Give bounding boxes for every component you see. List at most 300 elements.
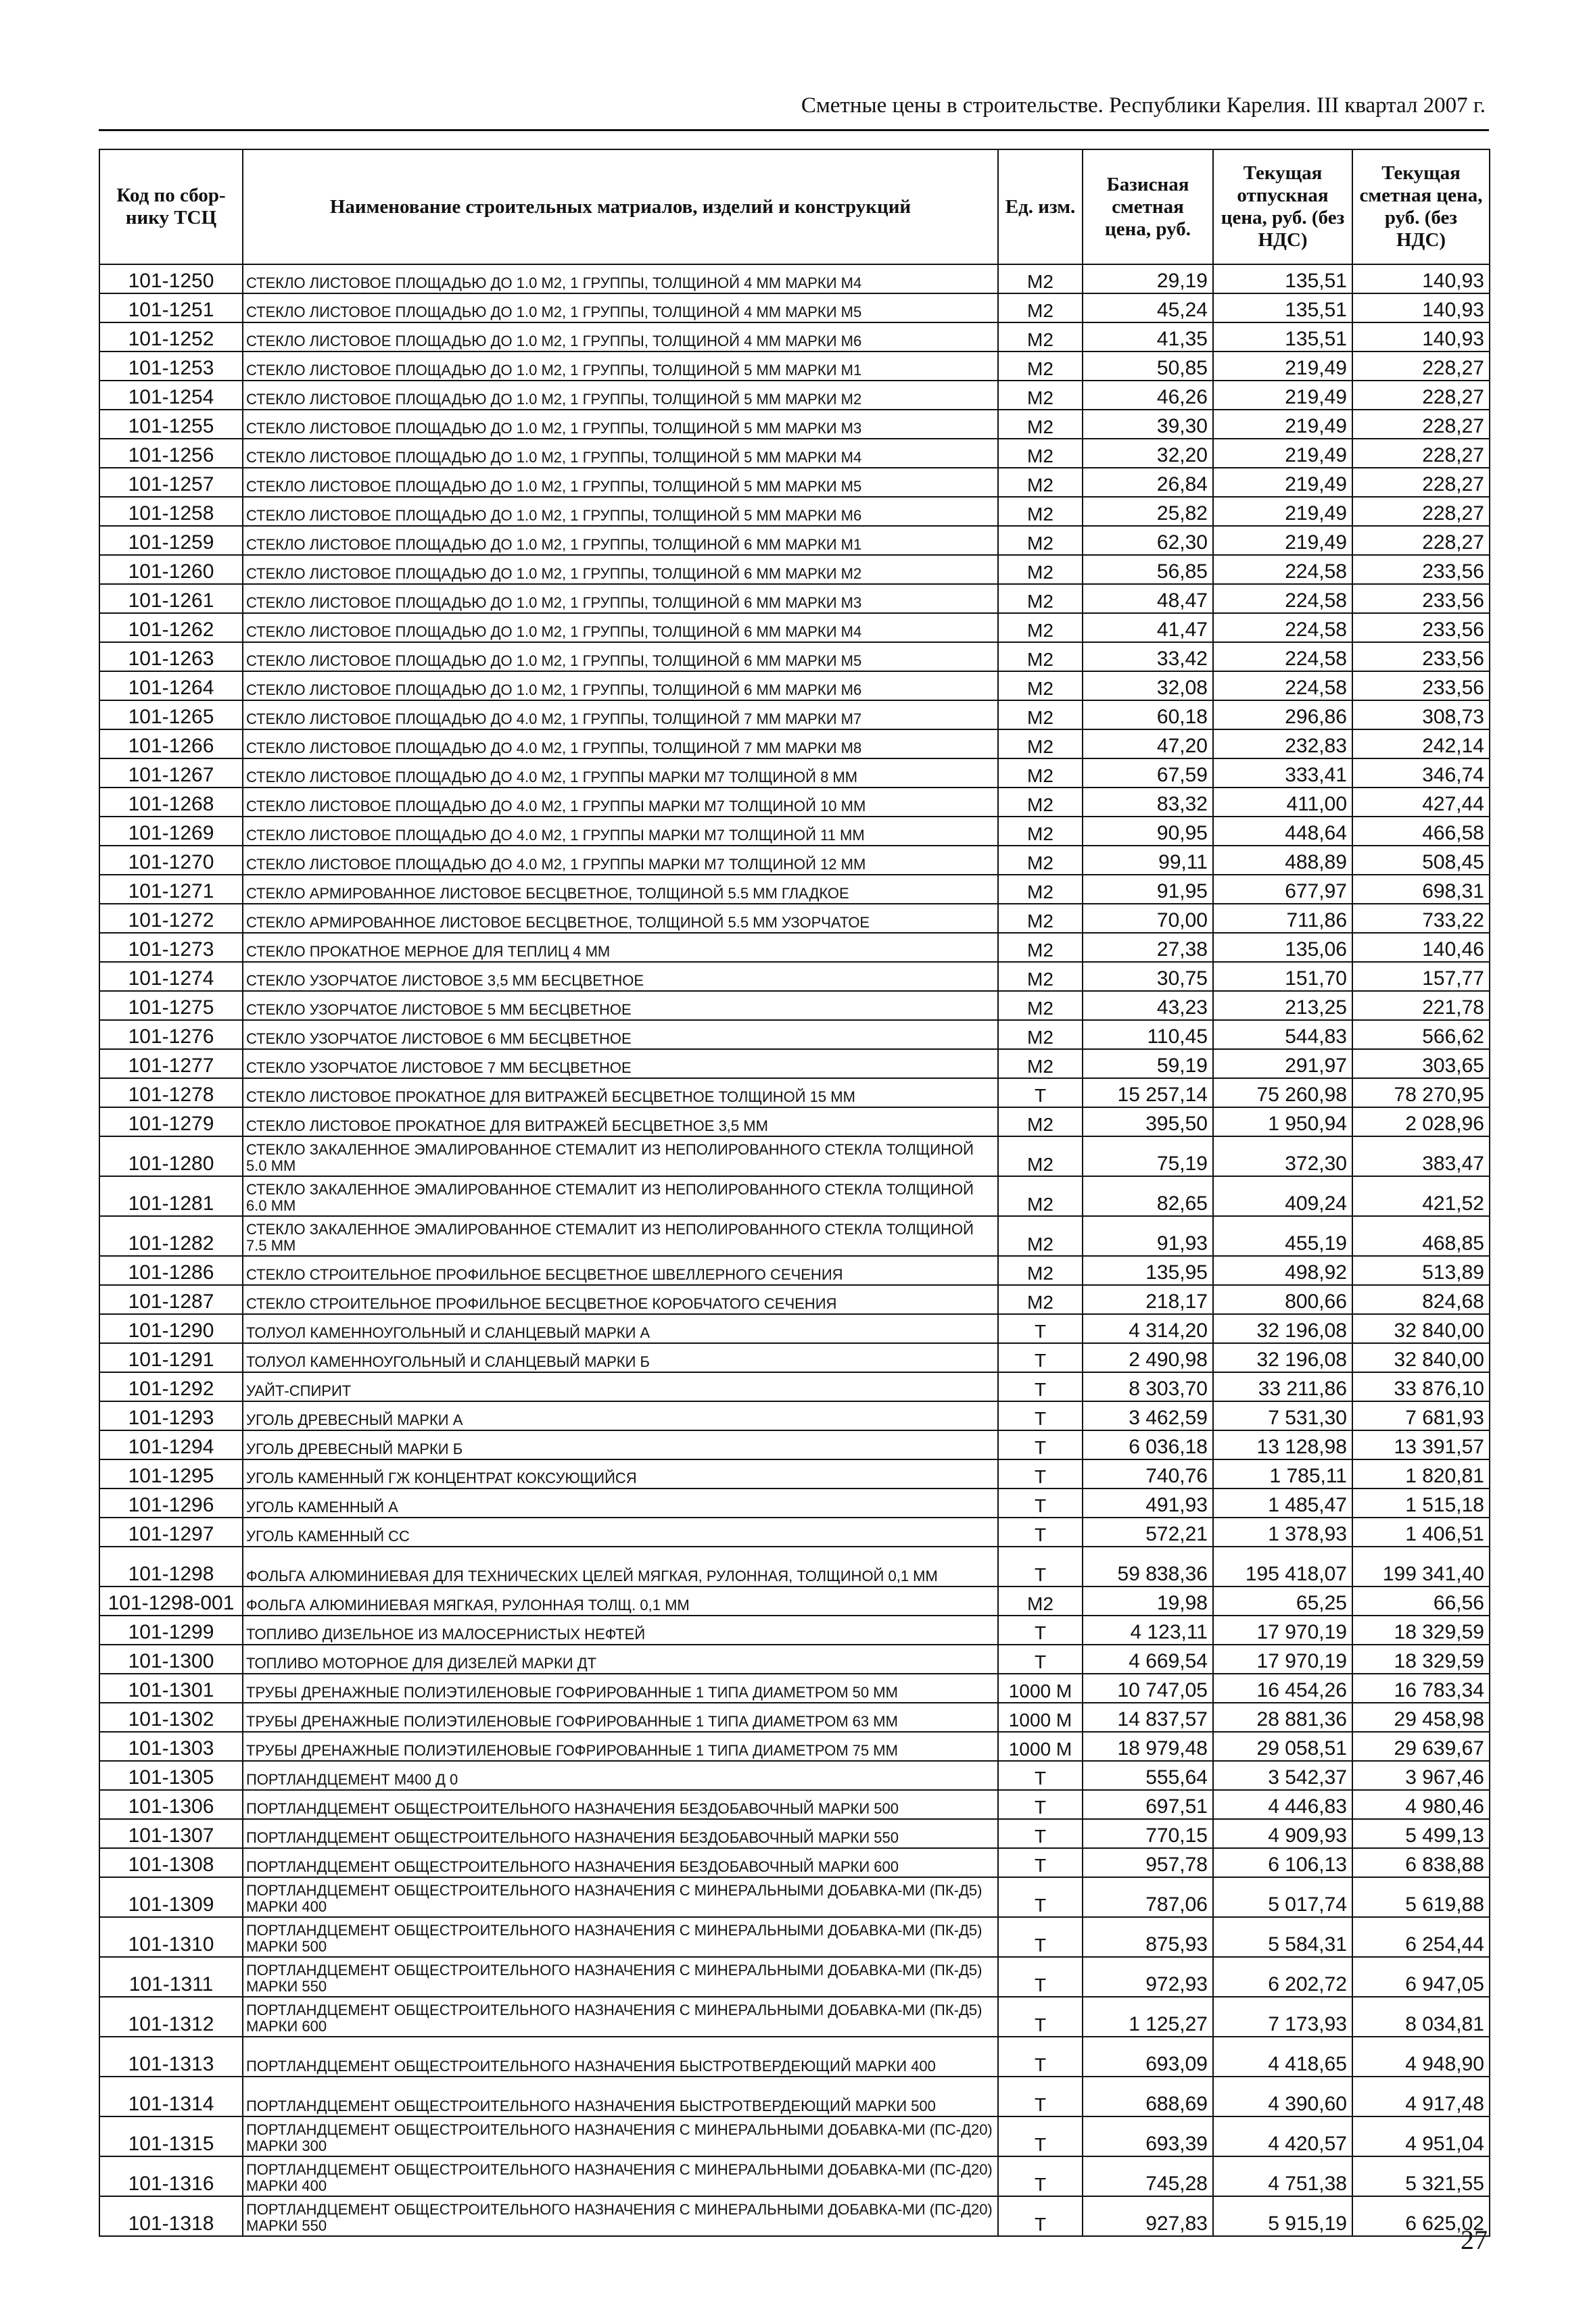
table-row [99,322,1490,352]
row-code: 101-1303 [99,1732,243,1761]
row-release-price: 5 584,31 [1213,1917,1352,1957]
table-row [99,1674,1490,1703]
row-code: 101-1294 [99,1430,243,1459]
row-base-price: 70,00 [1083,904,1213,933]
row-base-price: 395,50 [1083,1107,1213,1136]
table-row [99,526,1490,555]
row-unit: М2 [998,1136,1083,1176]
table-row [99,1645,1490,1674]
row-unit: М2 [998,497,1083,526]
row-current-price: 346,74 [1352,758,1490,788]
row-release-price: 4 751,38 [1213,2156,1352,2196]
row-base-price: 91,95 [1083,875,1213,904]
row-name: СТЕКЛО ЛИСТОВОЕ ПЛОЩАДЬЮ ДО 1.0 М2, 1 ГРУППЫ, ТОЛЩИНОЙ 5 ММ МАРКИ М2 [243,381,998,410]
row-code: 101-1273 [99,933,243,962]
row-release-price: 291,97 [1213,1049,1352,1078]
row-current-price: 5 321,55 [1352,2156,1490,2196]
row-code: 101-1268 [99,788,243,817]
row-name: ПОРТЛАНДЦЕМЕНТ ОБЩЕСТРОИТЕЛЬНОГО НАЗНАЧЕНИЯ С МИНЕРАЛЬНЫМИ ДОБАВКА-МИ (ПК-Д5) МАРКИ 600 [243,1997,998,2037]
table-row [99,1703,1490,1732]
row-code: 101-1293 [99,1401,243,1430]
row-name: СТЕКЛО ЛИСТОВОЕ ПЛОЩАДЬЮ ДО 1.0 М2, 1 ГРУППЫ, ТОЛЩИНОЙ 5 ММ МАРКИ М6 [243,497,998,526]
row-release-price: 1 950,94 [1213,1107,1352,1136]
table-row [99,2196,1490,2236]
row-release-price: 219,49 [1213,439,1352,468]
table-row [99,933,1490,962]
column-header-code: Код по сбор-нику ТСЦ [99,149,243,264]
row-base-price: 491,93 [1083,1488,1213,1518]
row-current-price: 383,47 [1352,1136,1490,1176]
row-unit: М2 [998,555,1083,584]
row-name: ПОРТЛАНДЦЕМЕНТ ОБЩЕСТРОИТЕЛЬНОГО НАЗНАЧЕНИЯ С МИНЕРАЛЬНЫМИ ДОБАВКА-МИ (ПК-Д5) МАРКИ 400 [243,1877,998,1917]
row-current-price: 1 406,51 [1352,1518,1490,1547]
row-unit: М2 [998,468,1083,497]
row-base-price: 30,75 [1083,962,1213,991]
row-release-price: 4 418,65 [1213,2037,1352,2077]
row-unit: М2 [998,788,1083,817]
row-unit: М2 [998,817,1083,846]
row-base-price: 25,82 [1083,497,1213,526]
row-unit: М2 [998,439,1083,468]
row-code: 101-1296 [99,1488,243,1518]
table-row [99,1343,1490,1372]
row-current-price: 18 329,59 [1352,1645,1490,1674]
row-code: 101-1314 [99,2077,243,2116]
row-name: УГОЛЬ КАМЕННЫЙ ГЖ КОНЦЕНТРАТ КОКСУЮЩИЙСЯ [243,1459,998,1488]
row-name: ПОРТЛАНДЦЕМЕНТ ОБЩЕСТРОИТЕЛЬНОГО НАЗНАЧЕНИЯ БЕЗДОБАВОЧНЫЙ МАРКИ 600 [243,1848,998,1877]
column-header-release-price: Текущая отпускная цена, руб. (без НДС) [1213,149,1352,264]
row-code: 101-1267 [99,758,243,788]
row-name: СТЕКЛО ЛИСТОВОЕ ПРОКАТНОЕ ДЛЯ ВИТРАЖЕЙ БЕСЦВЕТНОЕ ТОЛЩИНОЙ 15 ММ [243,1078,998,1107]
row-current-price: 228,27 [1352,497,1490,526]
row-name: УАЙТ-СПИРИТ [243,1372,998,1401]
row-code: 101-1251 [99,293,243,322]
row-code: 101-1270 [99,846,243,875]
row-unit: Т [998,1488,1083,1518]
row-name: СТЕКЛО СТРОИТЕЛЬНОЕ ПРОФИЛЬНОЕ БЕСЦВЕТНОЕ КОРОБЧАТОГО СЕЧЕНИЯ [243,1285,998,1314]
row-name: ПОРТЛАНДЦЕМЕНТ М400 Д 0 [243,1761,998,1790]
row-current-price: 4 951,04 [1352,2116,1490,2156]
row-code: 101-1292 [99,1372,243,1401]
row-current-price: 4 948,90 [1352,2037,1490,2077]
row-name: ТРУБЫ ДРЕНАЖНЫЕ ПОЛИЭТИЛЕНОВЫЕ ГОФРИРОВАННЫЕ 1 ТИПА ДИАМЕТРОМ 63 ММ [243,1703,998,1732]
row-base-price: 47,20 [1083,729,1213,758]
row-release-price: 219,49 [1213,410,1352,439]
table-row [99,584,1490,613]
row-current-price: 16 783,34 [1352,1674,1490,1703]
row-name: СТЕКЛО ЛИСТОВОЕ ПЛОЩАДЬЮ ДО 1.0 М2, 1 ГРУППЫ, ТОЛЩИНОЙ 6 ММ МАРКИ М6 [243,671,998,700]
row-release-price: 75 260,98 [1213,1078,1352,1107]
row-name: СТЕКЛО ЛИСТОВОЕ ПЛОЩАДЬЮ ДО 4.0 М2, 1 ГРУППЫ МАРКИ М7 ТОЛЩИНОЙ 10 ММ [243,788,998,817]
row-release-price: 372,30 [1213,1136,1352,1176]
row-release-price: 455,19 [1213,1216,1352,1256]
row-unit: М2 [998,1176,1083,1216]
table-row [99,439,1490,468]
row-current-price: 140,93 [1352,293,1490,322]
row-name: ТОЛУОЛ КАМЕННОУГОЛЬНЫЙ И СЛАНЦЕВЫЙ МАРКИ Б [243,1343,998,1372]
table-row [99,700,1490,729]
row-code: 101-1274 [99,962,243,991]
row-unit: М2 [998,613,1083,642]
table-row [99,904,1490,933]
row-release-price: 6 106,13 [1213,1848,1352,1877]
row-unit: М2 [998,1216,1083,1256]
row-code: 101-1290 [99,1314,243,1343]
row-code: 101-1308 [99,1848,243,1877]
row-name: ПОРТЛАНДЦЕМЕНТ ОБЩЕСТРОИТЕЛЬНОГО НАЗНАЧЕНИЯ БЫСТРОТВЕРДЕЮЩИЙ МАРКИ 500 [243,2077,998,2116]
row-release-price: 213,25 [1213,991,1352,1020]
row-unit: Т [998,1078,1083,1107]
row-code: 101-1264 [99,671,243,700]
table-row [99,671,1490,700]
row-release-price: 224,58 [1213,613,1352,642]
row-base-price: 46,26 [1083,381,1213,410]
table-row [99,381,1490,410]
row-code: 101-1297 [99,1518,243,1547]
row-release-price: 135,06 [1213,933,1352,962]
row-base-price: 67,59 [1083,758,1213,788]
row-code: 101-1258 [99,497,243,526]
row-unit: М2 [998,700,1083,729]
row-release-price: 29 058,51 [1213,1732,1352,1761]
table-row [99,468,1490,497]
table-row [99,788,1490,817]
row-current-price: 8 034,81 [1352,1997,1490,2037]
row-current-price: 13 391,57 [1352,1430,1490,1459]
table-row [99,1819,1490,1848]
row-name: ПОРТЛАНДЦЕМЕНТ ОБЩЕСТРОИТЕЛЬНОГО НАЗНАЧЕНИЯ БЕЗДОБАВОЧНЫЙ МАРКИ 550 [243,1819,998,1848]
row-code: 101-1311 [99,1957,243,1997]
row-current-price: 233,56 [1352,555,1490,584]
row-release-price: 800,66 [1213,1285,1352,1314]
table-row [99,2037,1490,2077]
row-name: СТЕКЛО ЛИСТОВОЕ ПЛОЩАДЬЮ ДО 1.0 М2, 1 ГРУППЫ, ТОЛЩИНОЙ 6 ММ МАРКИ М2 [243,555,998,584]
row-unit: М2 [998,904,1083,933]
row-code: 101-1305 [99,1761,243,1790]
row-current-price: 228,27 [1352,352,1490,381]
table-row [99,1848,1490,1877]
row-current-price: 233,56 [1352,613,1490,642]
row-name: УГОЛЬ КАМЕННЫЙ СС [243,1518,998,1547]
row-release-price: 135,51 [1213,264,1352,293]
row-current-price: 3 967,46 [1352,1761,1490,1790]
row-unit: Т [998,1518,1083,1547]
row-name: ПОРТЛАНДЦЕМЕНТ ОБЩЕСТРОИТЕЛЬНОГО НАЗНАЧЕНИЯ С МИНЕРАЛЬНЫМИ ДОБАВКА-МИ (ПК-Д5) МАРКИ 500 [243,1917,998,1957]
row-release-price: 219,49 [1213,526,1352,555]
row-current-price: 5 619,88 [1352,1877,1490,1917]
row-current-price: 513,89 [1352,1256,1490,1285]
table-row [99,2156,1490,2196]
table-row [99,1049,1490,1078]
row-base-price: 14 837,57 [1083,1703,1213,1732]
table-row [99,1459,1490,1488]
row-current-price: 566,62 [1352,1020,1490,1049]
row-release-price: 4 420,57 [1213,2116,1352,2156]
row-unit: М2 [998,729,1083,758]
row-current-price: 140,93 [1352,322,1490,352]
row-code: 101-1301 [99,1674,243,1703]
row-base-price: 1 125,27 [1083,1997,1213,2037]
row-current-price: 33 876,10 [1352,1372,1490,1401]
row-name: СТЕКЛО ЛИСТОВОЕ ПЛОЩАДЬЮ ДО 1.0 М2, 1 ГРУППЫ, ТОЛЩИНОЙ 6 ММ МАРКИ М4 [243,613,998,642]
row-current-price: 228,27 [1352,468,1490,497]
row-base-price: 697,51 [1083,1790,1213,1819]
row-release-price: 498,92 [1213,1256,1352,1285]
table-row [99,1372,1490,1401]
row-base-price: 555,64 [1083,1761,1213,1790]
row-name: СТЕКЛО ЛИСТОВОЕ ПЛОЩАДЬЮ ДО 1.0 М2, 1 ГРУППЫ, ТОЛЩИНОЙ 6 ММ МАРКИ М3 [243,584,998,613]
row-unit: Т [998,2037,1083,2077]
row-base-price: 770,15 [1083,1819,1213,1848]
table-row [99,2077,1490,2116]
row-release-price: 32 196,08 [1213,1343,1352,1372]
row-release-price: 544,83 [1213,1020,1352,1049]
row-release-price: 13 128,98 [1213,1430,1352,1459]
row-name: ФОЛЬГА АЛЮМИНИЕВАЯ МЯГКАЯ, РУЛОННАЯ ТОЛЩ. 0,1 ММ [243,1587,998,1616]
row-name: СТЕКЛО УЗОРЧАТОЕ ЛИСТОВОЕ 3,5 ММ БЕСЦВЕТНОЕ [243,962,998,991]
row-current-price: 157,77 [1352,962,1490,991]
row-unit: Т [998,1848,1083,1877]
row-base-price: 218,17 [1083,1285,1213,1314]
column-header-base-price: Базисная сметная цена, руб. [1083,149,1213,264]
row-base-price: 83,32 [1083,788,1213,817]
row-unit: М2 [998,381,1083,410]
row-base-price: 26,84 [1083,468,1213,497]
row-current-price: 66,56 [1352,1587,1490,1616]
table-row [99,1790,1490,1819]
row-base-price: 18 979,48 [1083,1732,1213,1761]
column-header-current-price: Текущая сметная цена, руб. (без НДС) [1352,149,1490,264]
row-release-price: 1 378,93 [1213,1518,1352,1547]
table-row [99,1518,1490,1547]
row-current-price: 466,58 [1352,817,1490,846]
row-current-price: 1 820,81 [1352,1459,1490,1488]
table-header-row [99,149,1490,264]
row-name: ТОПЛИВО ДИЗЕЛЬНОЕ ИЗ МАЛОСЕРНИСТЫХ НЕФТЕЙ [243,1616,998,1645]
row-release-price: 488,89 [1213,846,1352,875]
row-code: 101-1261 [99,584,243,613]
row-name: СТЕКЛО АРМИРОВАННОЕ ЛИСТОВОЕ БЕСЦВЕТНОЕ, ТОЛЩИНОЙ 5.5 ММ ГЛАДКОЕ [243,875,998,904]
row-unit: М2 [998,410,1083,439]
row-release-price: 333,41 [1213,758,1352,788]
row-base-price: 972,93 [1083,1957,1213,1997]
row-code: 101-1269 [99,817,243,846]
table-row [99,729,1490,758]
row-name: СТЕКЛО УЗОРЧАТОЕ ЛИСТОВОЕ 6 ММ БЕСЦВЕТНОЕ [243,1020,998,1049]
table-row [99,1587,1490,1616]
row-current-price: 2 028,96 [1352,1107,1490,1136]
row-base-price: 43,23 [1083,991,1213,1020]
row-base-price: 39,30 [1083,410,1213,439]
row-base-price: 787,06 [1083,1877,1213,1917]
row-release-price: 219,49 [1213,497,1352,526]
row-name: СТЕКЛО ЛИСТОВОЕ ПЛОЩАДЬЮ ДО 1.0 М2, 1 ГРУППЫ, ТОЛЩИНОЙ 5 ММ МАРКИ М3 [243,410,998,439]
row-release-price: 195 418,07 [1213,1547,1352,1587]
page-header-title: Сметные цены в строительстве. Республики Карелия. III квартал 2007 г. [801,93,1486,118]
table-row [99,1401,1490,1430]
table-row [99,1430,1490,1459]
row-release-price: 135,51 [1213,293,1352,322]
row-unit: Т [998,1372,1083,1401]
row-name: ПОРТЛАНДЦЕМЕНТ ОБЩЕСТРОИТЕЛЬНОГО НАЗНАЧЕНИЯ С МИНЕРАЛЬНЫМИ ДОБАВКА-МИ (ПС-Д20) МАРКИ 300 [243,2116,998,2156]
table-row [99,1997,1490,2037]
table-row [99,875,1490,904]
row-code: 101-1310 [99,1917,243,1957]
row-name: ПОРТЛАНДЦЕМЕНТ ОБЩЕСТРОИТЕЛЬНОГО НАЗНАЧЕНИЯ С МИНЕРАЛЬНЫМИ ДОБАВКА-МИ (ПС-Д20) МАРКИ 550 [243,2196,998,2236]
table-body [99,264,1490,2236]
row-release-price: 17 970,19 [1213,1645,1352,1674]
row-release-price: 232,83 [1213,729,1352,758]
row-release-price: 224,58 [1213,671,1352,700]
row-unit: Т [998,1430,1083,1459]
row-unit: М2 [998,352,1083,381]
row-release-price: 4 909,93 [1213,1819,1352,1848]
row-unit: Т [998,1547,1083,1587]
row-release-price: 219,49 [1213,468,1352,497]
row-current-price: 733,22 [1352,904,1490,933]
row-release-price: 4 390,60 [1213,2077,1352,2116]
row-code: 101-1316 [99,2156,243,2196]
row-code: 101-1262 [99,613,243,642]
row-code: 101-1265 [99,700,243,729]
row-base-price: 875,93 [1083,1917,1213,1957]
table-row [99,1078,1490,1107]
row-unit: Т [998,1790,1083,1819]
row-unit: М2 [998,1285,1083,1314]
row-code: 101-1318 [99,2196,243,2236]
table-row [99,1285,1490,1314]
table-row [99,1917,1490,1957]
row-release-price: 219,49 [1213,381,1352,410]
row-base-price: 927,83 [1083,2196,1213,2236]
page-number: 27 [1461,2225,1488,2255]
row-release-price: 1 485,47 [1213,1488,1352,1518]
row-base-price: 4 123,11 [1083,1616,1213,1645]
row-code: 101-1306 [99,1790,243,1819]
row-name: СТЕКЛО ЛИСТОВОЕ ПЛОЩАДЬЮ ДО 1.0 М2, 1 ГРУППЫ, ТОЛЩИНОЙ 4 ММ МАРКИ М5 [243,293,998,322]
row-release-price: 5 915,19 [1213,2196,1352,2236]
row-name: СТЕКЛО УЗОРЧАТОЕ ЛИСТОВОЕ 5 ММ БЕСЦВЕТНОЕ [243,991,998,1020]
row-release-price: 409,24 [1213,1176,1352,1216]
row-unit: Т [998,1877,1083,1917]
row-name: СТЕКЛО АРМИРОВАННОЕ ЛИСТОВОЕ БЕСЦВЕТНОЕ, ТОЛЩИНОЙ 5.5 ММ УЗОРЧАТОЕ [243,904,998,933]
row-unit: Т [998,1645,1083,1674]
row-unit: М2 [998,933,1083,962]
row-base-price: 56,85 [1083,555,1213,584]
row-current-price: 32 840,00 [1352,1343,1490,1372]
row-release-price: 677,97 [1213,875,1352,904]
row-base-price: 75,19 [1083,1136,1213,1176]
row-name: СТЕКЛО ЗАКАЛЕННОЕ ЭМАЛИРОВАННОЕ СТЕМАЛИТ ИЗ НЕПОЛИРОВАННОГО СТЕКЛА ТОЛЩИНОЙ 6.0 ММ [243,1176,998,1216]
row-unit: М2 [998,991,1083,1020]
row-name: СТЕКЛО ЛИСТОВОЕ ПЛОЩАДЬЮ ДО 4.0 М2, 1 ГРУППЫ МАРКИ М7 ТОЛЩИНОЙ 11 ММ [243,817,998,846]
row-current-price: 228,27 [1352,410,1490,439]
table-row [99,1107,1490,1136]
row-code: 101-1278 [99,1078,243,1107]
row-unit: М2 [998,584,1083,613]
row-base-price: 4 314,20 [1083,1314,1213,1343]
row-current-price: 221,78 [1352,991,1490,1020]
row-unit: М2 [998,1256,1083,1285]
row-base-price: 693,39 [1083,2116,1213,2156]
column-header-name: Наименование строительных матриалов, изделий и конструкций [243,149,998,264]
row-base-price: 60,18 [1083,700,1213,729]
row-base-price: 50,85 [1083,352,1213,381]
row-current-price: 468,85 [1352,1216,1490,1256]
row-unit: М2 [998,642,1083,671]
row-current-price: 698,31 [1352,875,1490,904]
table-row [99,293,1490,322]
row-release-price: 224,58 [1213,642,1352,671]
row-code: 101-1276 [99,1020,243,1049]
table-row [99,991,1490,1020]
row-base-price: 740,76 [1083,1459,1213,1488]
row-current-price: 6 947,05 [1352,1957,1490,1997]
row-release-price: 219,49 [1213,352,1352,381]
row-name: ТОПЛИВО МОТОРНОЕ ДЛЯ ДИЗЕЛЕЙ МАРКИ ДТ [243,1645,998,1674]
row-base-price: 90,95 [1083,817,1213,846]
row-code: 101-1252 [99,322,243,352]
row-unit: Т [998,1761,1083,1790]
row-unit: М2 [998,962,1083,991]
row-unit: М2 [998,1020,1083,1049]
table-row [99,817,1490,846]
row-release-price: 33 211,86 [1213,1372,1352,1401]
row-code: 101-1260 [99,555,243,584]
row-release-price: 65,25 [1213,1587,1352,1616]
row-current-price: 308,73 [1352,700,1490,729]
row-name: СТЕКЛО ЛИСТОВОЕ ПЛОЩАДЬЮ ДО 1.0 М2, 1 ГРУППЫ, ТОЛЩИНОЙ 5 ММ МАРКИ М1 [243,352,998,381]
row-name: ПОРТЛАНДЦЕМЕНТ ОБЩЕСТРОИТЕЛЬНОГО НАЗНАЧЕНИЯ С МИНЕРАЛЬНЫМИ ДОБАВКА-МИ (ПС-Д20) МАРКИ 400 [243,2156,998,2196]
row-unit: М2 [998,1107,1083,1136]
row-code: 101-1259 [99,526,243,555]
row-name: ПОРТЛАНДЦЕМЕНТ ОБЩЕСТРОИТЕЛЬНОГО НАЗНАЧЕНИЯ С МИНЕРАЛЬНЫМИ ДОБАВКА-МИ (ПК-Д5) МАРКИ 550 [243,1957,998,1997]
row-release-price: 3 542,37 [1213,1761,1352,1790]
row-unit: Т [998,2116,1083,2156]
row-code: 101-1281 [99,1176,243,1216]
table-row [99,962,1490,991]
table-row [99,1256,1490,1285]
row-current-price: 421,52 [1352,1176,1490,1216]
row-unit: Т [998,1819,1083,1848]
row-base-price: 45,24 [1083,293,1213,322]
row-current-price: 140,46 [1352,933,1490,962]
row-current-price: 1 515,18 [1352,1488,1490,1518]
row-current-price: 427,44 [1352,788,1490,817]
row-code: 101-1312 [99,1997,243,2037]
column-header-unit: Ед. изм. [998,149,1083,264]
row-unit: Т [998,1459,1083,1488]
table-row [99,264,1490,293]
row-unit: Т [998,2156,1083,2196]
row-release-price: 16 454,26 [1213,1674,1352,1703]
row-name: УГОЛЬ ДРЕВЕСНЫЙ МАРКИ А [243,1401,998,1430]
row-code: 101-1309 [99,1877,243,1917]
row-name: ПОРТЛАНДЦЕМЕНТ ОБЩЕСТРОИТЕЛЬНОГО НАЗНАЧЕНИЯ БЕЗДОБАВОЧНЫЙ МАРКИ 500 [243,1790,998,1819]
row-base-price: 62,30 [1083,526,1213,555]
table-row [99,1314,1490,1343]
row-name: СТЕКЛО ПРОКАТНОЕ МЕРНОЕ ДЛЯ ТЕПЛИЦ 4 ММ [243,933,998,962]
row-release-price: 224,58 [1213,584,1352,613]
table-row [99,1136,1490,1176]
row-name: СТЕКЛО ЛИСТОВОЕ ПЛОЩАДЬЮ ДО 1.0 М2, 1 ГРУППЫ, ТОЛЩИНОЙ 5 ММ МАРКИ М4 [243,439,998,468]
row-base-price: 48,47 [1083,584,1213,613]
row-unit: М2 [998,322,1083,352]
row-release-price: 7 173,93 [1213,1997,1352,2037]
row-base-price: 572,21 [1083,1518,1213,1547]
row-name: СТЕКЛО ЛИСТОВОЕ ПЛОЩАДЬЮ ДО 1.0 М2, 1 ГРУППЫ, ТОЛЩИНОЙ 6 ММ МАРКИ М5 [243,642,998,671]
row-current-price: 78 270,95 [1352,1078,1490,1107]
